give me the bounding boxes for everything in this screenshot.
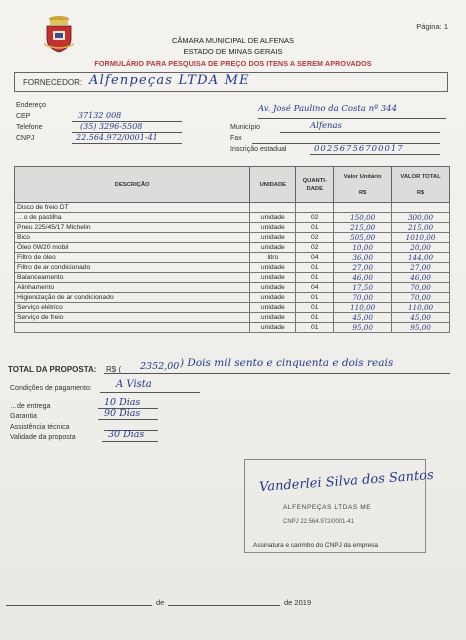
payment-value: A Vista xyxy=(116,379,152,390)
stamp-caption: Assinatura e carimbo do CNPJ da empresa xyxy=(253,542,379,549)
item-total: 70,00 xyxy=(392,283,450,293)
total-value: 2352,00 xyxy=(140,361,180,372)
table-row xyxy=(15,203,450,213)
item-description: Alinhamento xyxy=(15,283,250,293)
item-total: 45,00 xyxy=(392,313,450,323)
state-registration-label: Inscrição estadual xyxy=(230,146,287,153)
supplier-name: Alfenpeças LTDA ME xyxy=(89,73,250,88)
delivery-label: …de entrega xyxy=(10,403,51,410)
item-total: 144,00 xyxy=(392,253,450,263)
item-total: 46,00 xyxy=(392,273,450,283)
item-quantity: 01 xyxy=(296,263,334,273)
item-unit: unidade xyxy=(250,223,296,233)
item-unit: unidade xyxy=(250,233,296,243)
address-label: Endereço xyxy=(16,102,46,109)
footer-year: de 2019 xyxy=(284,598,312,607)
item-quantity: 02 xyxy=(296,213,334,223)
supplier-box xyxy=(14,72,448,92)
table-row xyxy=(15,263,450,273)
item-description: Serviço elétrico xyxy=(15,303,250,313)
item-description: Óleo 0W20 mobil xyxy=(15,243,250,253)
table-row xyxy=(15,213,450,223)
tech-assistance-label: Assistência técnica xyxy=(10,424,70,431)
stamp-company: ALFENPEÇAS LTDAS ME xyxy=(283,504,372,511)
address-value: Av. José Paulino da Costa nº 344 xyxy=(258,104,397,114)
signature-stamp-box xyxy=(244,459,435,553)
item-description: Bico xyxy=(15,233,250,243)
item-unit-price: 27,00 xyxy=(334,263,392,273)
table-row xyxy=(15,303,450,313)
city-label: Município xyxy=(230,124,260,131)
page-number: Página: 1 xyxy=(416,22,448,31)
table-row xyxy=(15,323,450,333)
validity-value: 30 Dias xyxy=(108,429,145,440)
item-quantity xyxy=(296,203,334,213)
item-description xyxy=(15,323,250,333)
table-row xyxy=(15,233,450,243)
table-row xyxy=(15,253,450,263)
item-quantity: 01 xyxy=(296,323,334,333)
warranty-label: Garantia xyxy=(10,413,37,420)
item-description: Balanceamento xyxy=(15,273,250,283)
item-unit-price xyxy=(334,203,392,213)
item-description: Higienização de ar condicionado xyxy=(15,293,250,303)
footer-de: de xyxy=(156,598,165,607)
item-total: 70,00 xyxy=(392,293,450,303)
total-in-words: ) Dois mil sento e cinquenta e dois reais xyxy=(180,357,394,369)
col-total: VALOR TOTAL R$ xyxy=(392,167,450,203)
form-title: FORMULÁRIO PARA PESQUISA DE PREÇO DOS ITENS A SEREM APROVADOS xyxy=(94,59,372,68)
item-unit: unidade xyxy=(250,303,296,313)
item-quantity: 01 xyxy=(296,273,334,283)
total-currency: R$ ( xyxy=(106,365,122,374)
item-unit: unidade xyxy=(250,263,296,273)
cnpj-value: 22.564.972/0001-41 xyxy=(76,133,158,142)
table-row xyxy=(15,223,450,233)
item-description: …o de pastilha xyxy=(15,213,250,223)
item-total: 20,00 xyxy=(392,243,450,253)
item-total: 300,00 xyxy=(392,213,450,223)
item-unit-price: 505,00 xyxy=(334,233,392,243)
item-unit-price: 46,00 xyxy=(334,273,392,283)
item-unit-price: 17,50 xyxy=(334,283,392,293)
chamber-name: CÂMARA MUNICIPAL DE ALFENAS xyxy=(171,36,295,45)
state-name: ESTADO DE MINAS GERAIS xyxy=(183,47,283,56)
total-label: TOTAL DA PROPOSTA: xyxy=(8,365,97,374)
col-unit: UNIDADE xyxy=(250,167,296,203)
cep-label: CEP xyxy=(16,113,31,120)
table-row xyxy=(15,273,450,283)
col-description: DESCRIÇÃO xyxy=(15,167,250,203)
fax-label: Fax xyxy=(230,135,242,142)
item-total: 27,00 xyxy=(392,263,450,273)
item-total xyxy=(392,203,450,213)
item-unit: unidade xyxy=(250,213,296,223)
item-quantity: 02 xyxy=(296,233,334,243)
item-description: Disco de freio DT xyxy=(15,203,250,213)
item-quantity: 04 xyxy=(296,283,334,293)
item-quantity: 04 xyxy=(296,253,334,263)
table-row xyxy=(15,293,450,303)
item-description: Filtro de ar condicionado xyxy=(15,263,250,273)
items-table xyxy=(14,166,450,333)
item-quantity: 01 xyxy=(296,303,334,313)
item-unit-price: 10,00 xyxy=(334,243,392,253)
item-unit-price: 36,00 xyxy=(334,253,392,263)
col-qty: QUANTI-DADE xyxy=(296,167,334,203)
item-unit: unidade xyxy=(250,323,296,333)
city-value: Alfenas xyxy=(310,121,342,131)
warranty-value: 90 Dias xyxy=(104,408,141,419)
item-unit: unidade xyxy=(250,293,296,303)
item-quantity: 01 xyxy=(296,293,334,303)
state-registration-value: 00256756700017 xyxy=(314,144,404,154)
stamp-cnpj: CNPJ 22.564.972/0001-41 xyxy=(283,519,355,525)
item-unit-price: 45,00 xyxy=(334,313,392,323)
item-total: 1010,00 xyxy=(392,233,450,243)
table-row xyxy=(15,243,450,253)
cep-value: 37132 008 xyxy=(78,111,122,120)
item-quantity: 01 xyxy=(296,313,334,323)
item-description: Serviço de freio xyxy=(15,313,250,323)
item-unit-price: 95,00 xyxy=(334,323,392,333)
item-unit-price: 150,00 xyxy=(334,213,392,223)
item-total: 110,00 xyxy=(392,303,450,313)
delivery-value: 10 Dias xyxy=(104,397,141,408)
phone-value: (35) 3296-5508 xyxy=(80,122,143,131)
item-quantity: 01 xyxy=(296,223,334,233)
item-total: 95,00 xyxy=(392,323,450,333)
item-description: Pneu 225/45/17 Michelin xyxy=(15,223,250,233)
table-row xyxy=(15,313,450,323)
item-unit-price: 215,00 xyxy=(334,223,392,233)
item-quantity: 02 xyxy=(296,243,334,253)
item-unit xyxy=(250,203,296,213)
item-unit: unidade xyxy=(250,283,296,293)
phone-label: Telefone xyxy=(16,124,43,131)
signature: Vanderlei Silva dos Santos xyxy=(258,467,435,496)
col-unit-value: Valor Unitário R$ xyxy=(334,167,392,203)
cnpj-label: CNPJ xyxy=(16,135,35,142)
item-unit: unidade xyxy=(250,313,296,323)
payment-label: Condições de pagamento: xyxy=(10,385,92,392)
item-unit: unidade xyxy=(250,273,296,283)
table-header-row xyxy=(15,167,450,203)
item-unit: unidade xyxy=(250,243,296,253)
supplier-label: FORNECEDOR: xyxy=(23,78,83,87)
table-row xyxy=(15,283,450,293)
item-unit-price: 110,00 xyxy=(334,303,392,313)
item-unit-price: 70,00 xyxy=(334,293,392,303)
item-description: Filtro de óleo xyxy=(15,253,250,263)
item-total: 215,00 xyxy=(392,223,450,233)
item-unit: litro xyxy=(250,253,296,263)
validity-label: Validade da proposta xyxy=(10,434,76,441)
